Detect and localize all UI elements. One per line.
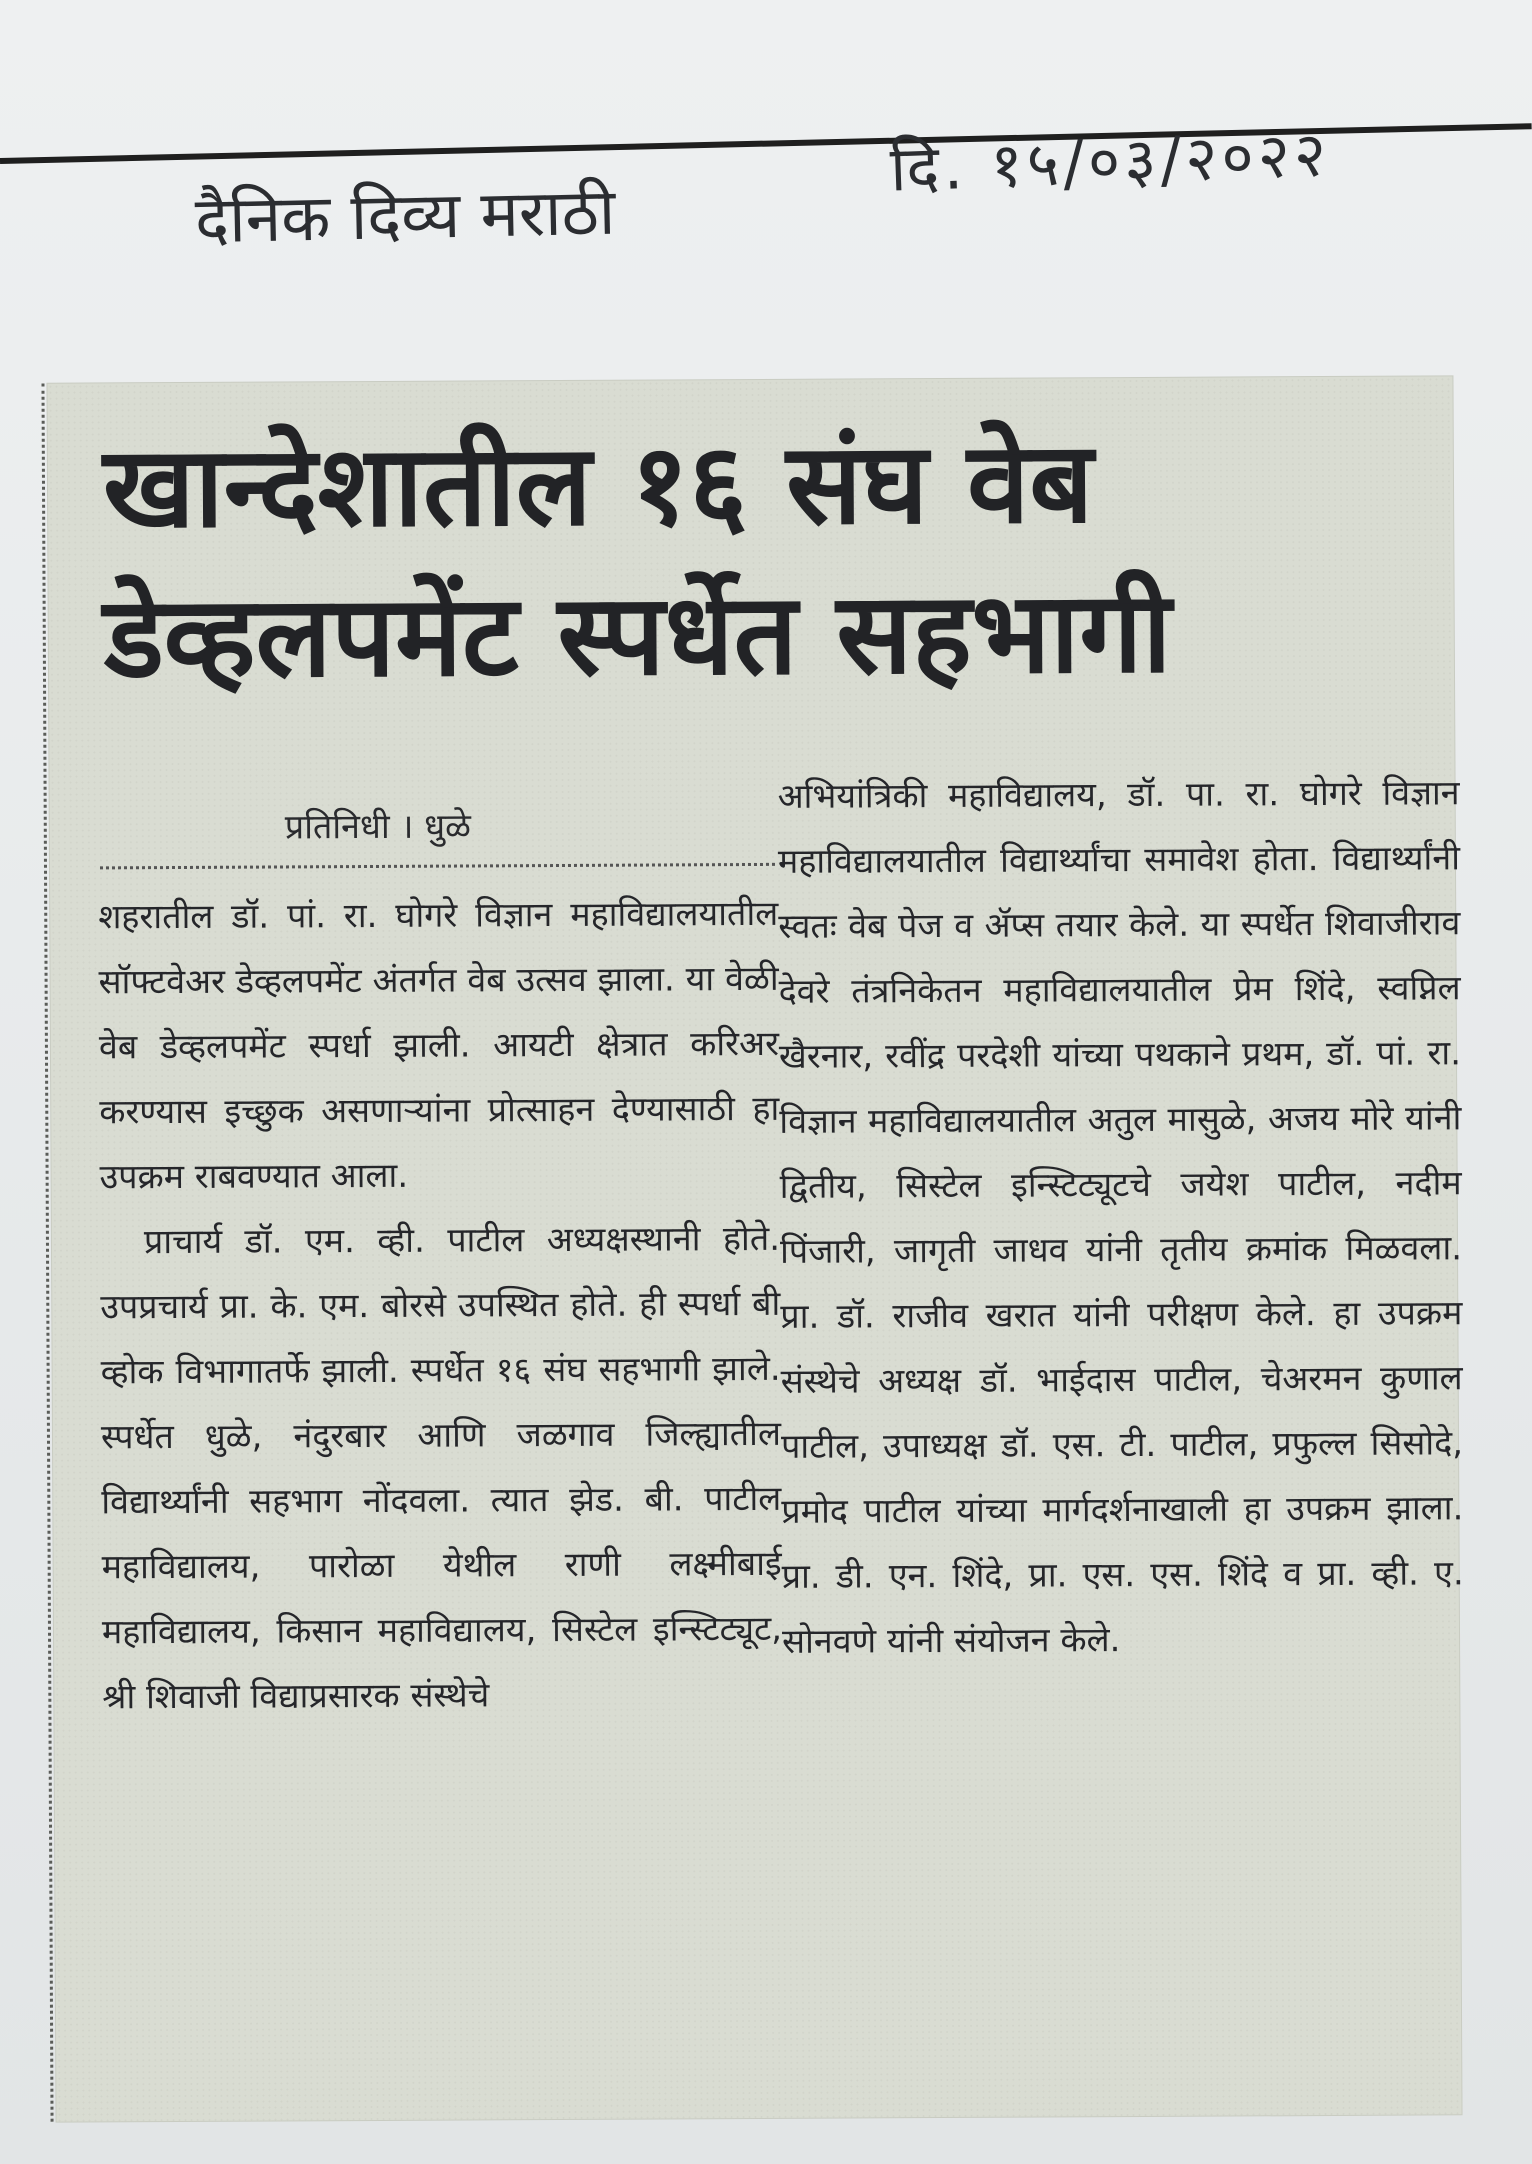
- clipping-dotted-edge: [41, 384, 57, 2122]
- byline: प्रतिनिधी । धुळे: [284, 806, 472, 848]
- paragraph-2: प्राचार्य डॉ. एम. व्ही. पाटील अध्यक्षस्थानी होते. उपप्रचार्य प्रा. के. एम. बोरसे उपस्थित होते. ही स्पर्धा बी व्होक विभागातर्फे झाली. स्पर्धेत १६ संघ सहभागी झाले. स्पर्धेत धुळे, नंदुरबार आणि जळगाव जिल्ह्यातील विद्यार्थ्यांनी सहभाग नोंदवला. त्यात झेड. बी. पाटील महाविद्यालय, पारोळा येथील राणी लक्ष्मीबाई महाविद्यालय, किसान महाविद्यालय, सिस्टेल इन्स्टिट्यूट, श्री शिवाजी विद्याप्रसारक संस्थेचे: [100, 1218, 783, 1718]
- headline-line-2: डेव्हलपमेंट स्पर्धेत सहभागी: [103, 567, 1172, 704]
- handwritten-date: दि. १५/०३/२०२२: [888, 117, 1332, 206]
- newspaper-clipping: [47, 376, 1464, 2121]
- byline-divider: [100, 863, 775, 870]
- headline: [103, 406, 1425, 713]
- article-column-left: [98, 882, 782, 1731]
- headline-line-1: खान्देशातील १६ संघ वेब: [102, 418, 1094, 554]
- article-column-right: [777, 761, 1464, 1675]
- paragraph-3: अभियांत्रिकी महाविद्यालय, डॉ. पा. रा. घोगरे विज्ञान महाविद्यालयातील विद्यार्थ्यांचा समावेश होता. विद्यार्थ्यांनी स्वतः वेब पेज व ॲप्स तयार केले. या स्पर्धेत शिवाजीराव देवरे तंत्रनिकेतन महाविद्यालयातील प्रेम शिंदे, स्वप्निल खैरनार, रवींद्र परदेशी यांच्या पथकाने प्रथम, डॉ. पां. रा. विज्ञान महाविद्यालयातील अतुल मासुळे, अजय मोरे यांनी द्वितीय, सिस्टेल इन्स्टिट्यूटचे जयेश पाटील, नदीम पिंजारी, जागृती जाधव यांनी तृतीय क्रमांक मिळवला. प्रा. डॉ. राजीव खरात यांनी परीक्षण केले. हा उपक्रम संस्थेचे अध्यक्ष डॉ. भाईदास पाटील, चेअरमन कुणाल पाटील, उपाध्यक्ष डॉ. एस. टी. पाटील, प्रफुल्ल सिसोदे, प्रमोद पाटील यांच्या मार्गदर्शनाखाली हा उपक्रम झाला. प्रा. डी. एन. शिंदे, प्रा. एस. एस. शिंदे व प्रा. व्ही. ए. सोनवणे यांनी संयोजन केले.: [777, 773, 1464, 1662]
- paragraph-1: शहरातील डॉ. पां. रा. घोगरे विज्ञान महाविद्यालयातील सॉफ्टवेअर डेव्हलपमेंट अंतर्गत वेब उत्सव झाला. या वेळी वेब डेव्हलपमेंट स्पर्धा झाली. आयटी क्षेत्रात करिअर करण्यास इच्छुक असणाऱ्यांना प्रोत्साहन देण्यासाठी हा उपक्रम राबवण्यात आला.: [98, 893, 780, 1198]
- handwritten-newspaper-name: दैनिक दिव्य मराठी: [194, 175, 617, 259]
